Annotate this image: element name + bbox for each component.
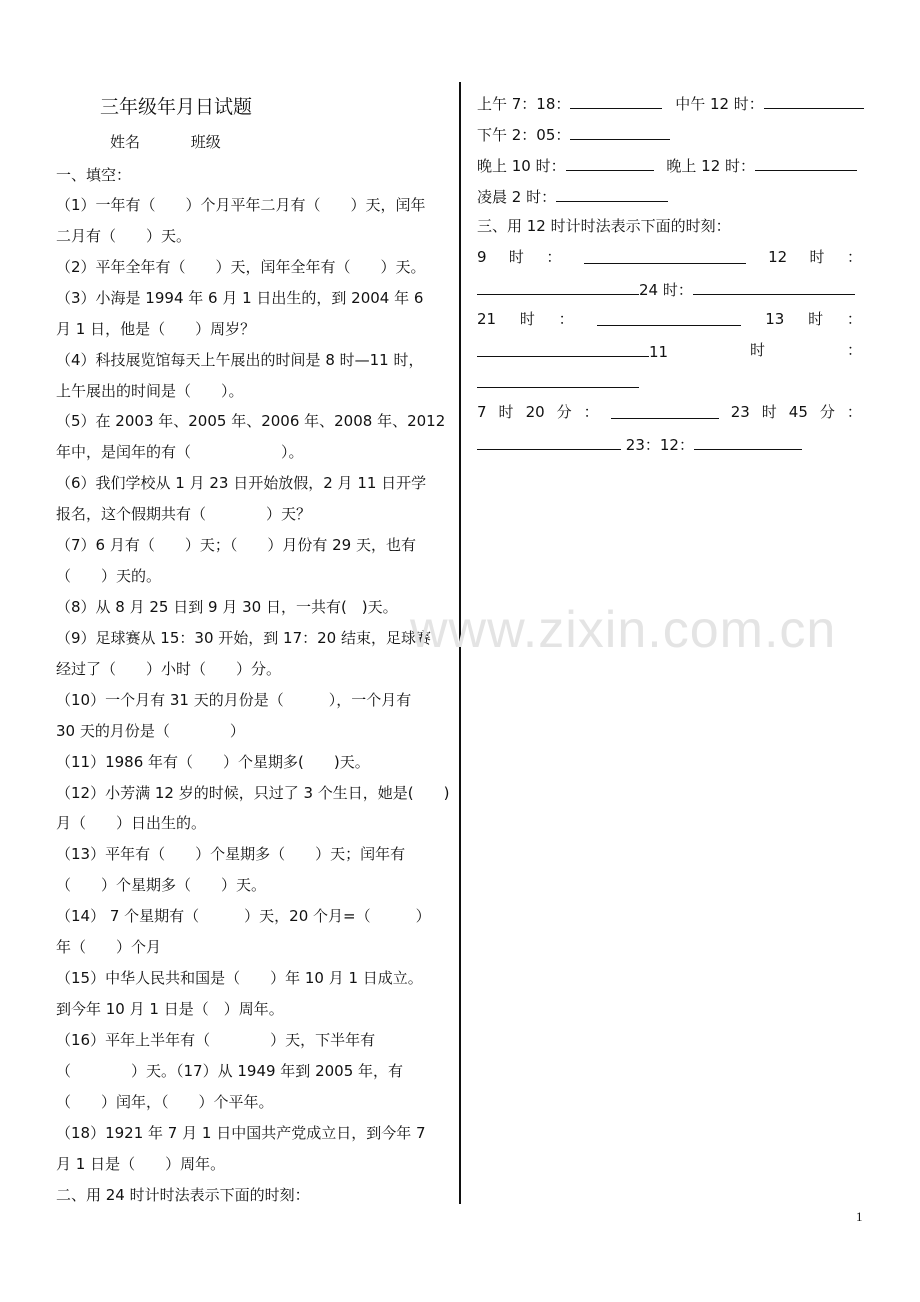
- question-line: （15）中华人民共和国是（ ）年 10 月 1 日成立。: [56, 969, 423, 987]
- prompt-label: 中午 12 时：: [675, 95, 764, 113]
- prompt-colon: ：: [558, 310, 574, 328]
- answer-blank[interactable]: [566, 154, 654, 171]
- page-number: 1: [856, 1209, 863, 1224]
- question-line: （ ）闰年，（ ）个平年。: [56, 1093, 274, 1111]
- question-line: 经过了（ ）小时（ ）分。: [56, 660, 282, 678]
- answer-blank[interactable]: [584, 247, 746, 264]
- prompt-colon: ：: [846, 248, 862, 266]
- question-line: 到今年 10 月 1 日是（ ）周年。: [56, 1000, 284, 1018]
- question-line: 月 1 日，他是（ ）周岁？: [56, 320, 256, 338]
- question-line: （10）一个月有 31 天的月份是（ ），一个月有: [56, 691, 412, 709]
- prompt-label: 上午 7：18：: [477, 95, 571, 113]
- prompt-hour: 7: [477, 403, 487, 421]
- answer-blank[interactable]: [477, 371, 639, 388]
- student-info: [110, 131, 221, 152]
- prompt-unit: 时: [519, 310, 535, 328]
- prompt-colon: ：: [846, 310, 862, 328]
- conversion-row: [477, 185, 862, 207]
- answer-blank[interactable]: [611, 402, 719, 419]
- section-2-heading: 二、用 24 时计时法表示下面的时刻：: [56, 1186, 310, 1204]
- conversion-row: [477, 278, 862, 300]
- prompt-unit: 时: [809, 248, 825, 266]
- conversion-row: [477, 371, 862, 393]
- prompt-unit: 分: [556, 403, 572, 421]
- question-line: （8）从 8 月 25 日到 9 月 30 日，一共有( )天。: [56, 598, 398, 616]
- question-line: （ ）天。（17）从 1949 年到 2005 年，有: [56, 1062, 404, 1080]
- prompt-unit: 时: [508, 248, 524, 266]
- question-line: （14） 7 个星期有（ ）天，20 个月=（ ）: [56, 907, 431, 925]
- answer-blank[interactable]: [597, 309, 741, 326]
- prompt-colon: ：: [846, 403, 862, 421]
- section-3-heading: 三、用 12 时计时法表示下面的时刻：: [477, 217, 731, 235]
- prompt-label: 凌晨 2 时：: [477, 188, 557, 206]
- answer-blank[interactable]: [477, 278, 639, 295]
- section-1-heading: 一、填空：: [56, 166, 132, 184]
- prompt-unit: 时: [761, 403, 777, 421]
- watermark: www.zixin.com.cn: [410, 601, 837, 659]
- question-line: （12）小芳满 12 岁的时候，只过了 3 个生日，她是( ): [56, 784, 450, 802]
- question-line: 年（ ）个月: [56, 938, 162, 956]
- question-line: （16）平年上半年有（ ）天，下半年有: [56, 1031, 376, 1049]
- conversion-row: [477, 154, 862, 176]
- question-line: 上午展出的时间是（ ）。: [56, 382, 244, 400]
- prompt-unit: 分: [819, 403, 835, 421]
- conversion-row: [477, 92, 862, 114]
- question-line: （9）足球赛从 15：30 开始，到 17：20 结束，足球赛: [56, 629, 431, 647]
- question-line: （5）在 2003 年、2005 年、2006 年、2008 年、2012: [56, 412, 446, 430]
- question-line: （13）平年有（ ）个星期多（ ）天；闰年有: [56, 845, 406, 863]
- prompt-label: 下午 2：05：: [477, 126, 571, 144]
- name-label: 姓名: [110, 133, 141, 151]
- prompt-colon: ：: [546, 248, 562, 266]
- question-line: 报名，这个假期共有（ ）天？: [56, 505, 312, 523]
- answer-blank[interactable]: [570, 92, 662, 109]
- answer-blank[interactable]: [693, 278, 855, 295]
- question-line: （18）1921 年 7 月 1 日中国共产党成立日，到今年 7: [56, 1124, 426, 1142]
- prompt-minute: 20: [525, 403, 545, 421]
- prompt-hour: 12: [768, 248, 788, 266]
- answer-blank[interactable]: [764, 92, 864, 109]
- conversion-row: [477, 340, 862, 362]
- question-line: 月（ ）日出生的。: [56, 814, 207, 832]
- prompt-label: 晚上 12 时：: [666, 157, 756, 175]
- conversion-row: [477, 247, 862, 267]
- prompt-hour: 21: [477, 310, 497, 328]
- prompt-label: 24 时：: [639, 281, 693, 299]
- question-line: （6）我们学校从 1 月 23 日开始放假，2 月 11 日开学: [56, 474, 427, 492]
- answer-blank[interactable]: [556, 185, 668, 202]
- page-title: 三年级年月日试题: [100, 96, 253, 118]
- question-line: 二月有（ ）天。: [56, 227, 192, 245]
- question-line: （3）小海是 1994 年 6 月 1 日出生的，到 2004 年 6: [56, 289, 424, 307]
- question-line: （11）1986 年有（ ）个星期多( )天。: [56, 753, 370, 771]
- class-label: 班级: [190, 133, 221, 151]
- conversion-row: [477, 309, 862, 329]
- prompt-label: 晚上 10 时：: [477, 157, 566, 175]
- conversion-row: [477, 123, 862, 145]
- prompt-hour: 23: [730, 403, 750, 421]
- answer-blank[interactable]: [755, 154, 857, 171]
- prompt-hour: 11: [649, 343, 669, 361]
- prompt-minute: 45: [788, 403, 808, 421]
- answer-blank[interactable]: [570, 123, 670, 140]
- question-line: 30 天的月份是（ ）: [56, 722, 245, 740]
- question-line: 年中，是闰年的有（ ）。: [56, 443, 304, 461]
- prompt-label: 23：12：: [625, 436, 694, 454]
- question-line: （2）平年全年有（ ）天，闰年全年有（ ）天。: [56, 258, 426, 276]
- question-line: 月 1 日是（ ）周年。: [56, 1155, 226, 1173]
- question-line: （1）一年有（ ）个月平年二月有（ ）天，闰年: [56, 196, 426, 214]
- prompt-colon: ：: [583, 403, 599, 421]
- question-line: （7）6 月有（ ）天；（ ）月份有 29 天，也有: [56, 536, 416, 554]
- answer-blank[interactable]: [477, 340, 649, 357]
- prompt-unit: 时: [750, 341, 766, 359]
- conversion-row: [477, 433, 862, 455]
- prompt-hour: 13: [765, 310, 785, 328]
- prompt-unit: 时: [808, 310, 824, 328]
- prompt-hour: 9: [477, 248, 487, 266]
- answer-blank[interactable]: [694, 433, 802, 450]
- question-line: （ ）个星期多（ ）天。: [56, 876, 267, 894]
- question-line: （4）科技展览馆每天上午展出的时间是 8 时—11 时，: [56, 351, 424, 369]
- conversion-row: [477, 402, 862, 422]
- prompt-unit: 时: [498, 403, 514, 421]
- question-line: （ ）天的。: [56, 567, 162, 585]
- prompt-colon: ：: [846, 341, 862, 359]
- answer-blank[interactable]: [477, 433, 621, 450]
